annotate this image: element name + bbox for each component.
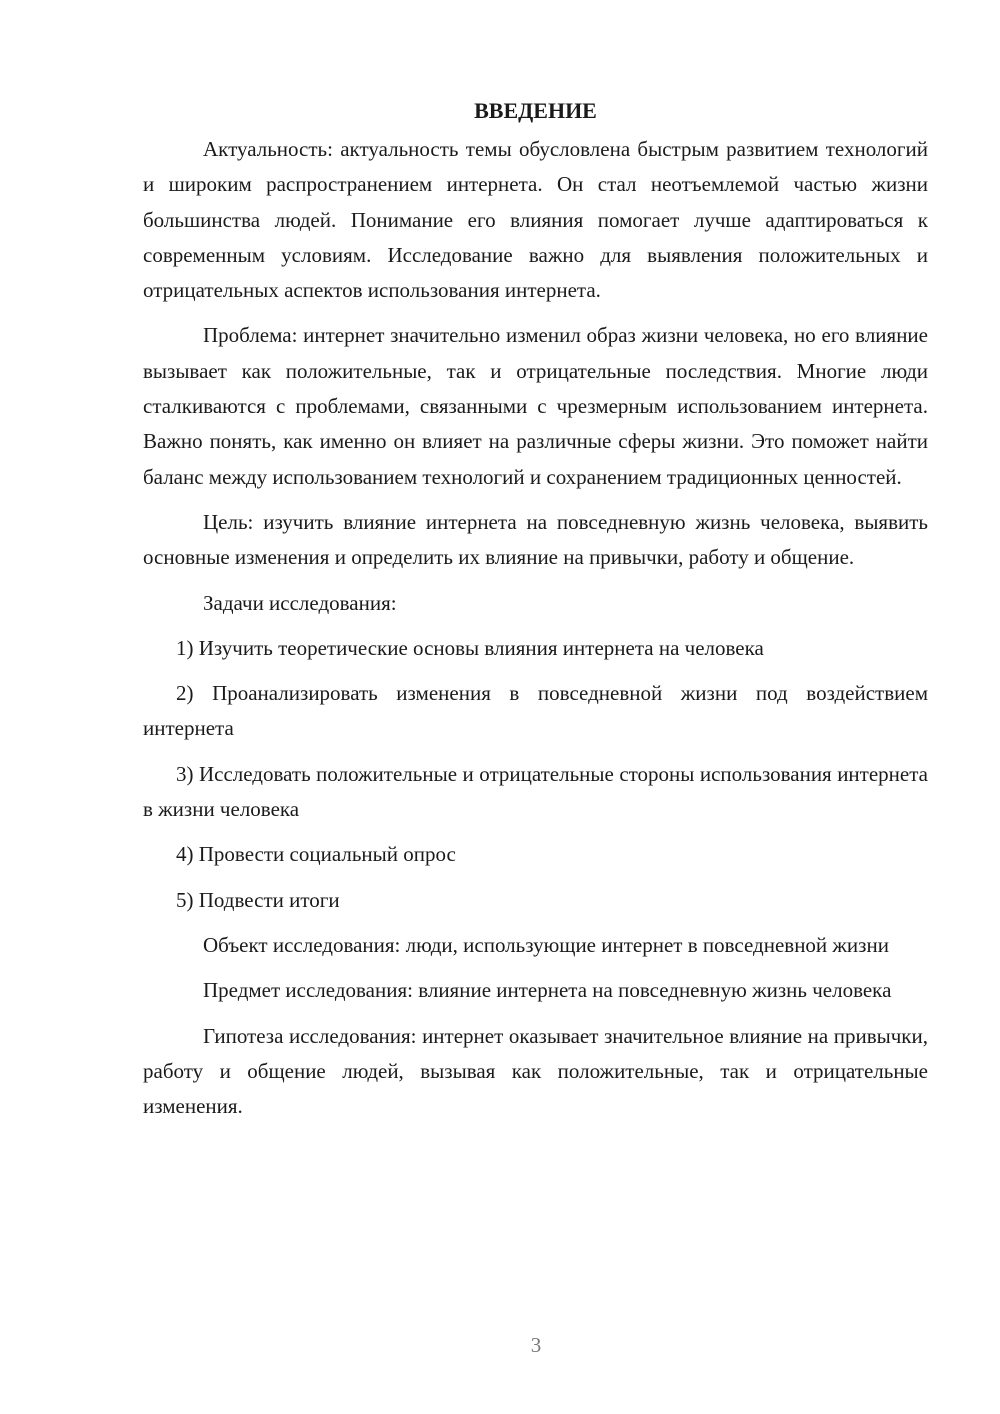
section-heading: ВВЕДЕНИЕ [474, 98, 597, 123]
tasks-title: Задачи исследования: [203, 590, 397, 615]
subject-paragraph: Предмет исследования: влияние интернета на повседневную жизнь человека [203, 978, 892, 1003]
task-item-3: 3) Исследовать положительные и отрицательные стороны использования интернета в жизни человека [143, 761, 928, 822]
task-item-2: 2) Проанализировать изменения в повседневной жизни под воздействием интернета [143, 681, 928, 741]
page-number: 3 [530, 1333, 542, 1357]
task-item-5: 5) Подвести итоги [176, 887, 340, 912]
relevance-paragraph: Актуальность: актуальность темы обусловлена быстрым развитием технологий и широким распространением интернета. Он стал неотъемлемой частью жизни большинства людей. Понимание его влияния помогает лучше адаптироваться к современным условиям. Исследование важно для выявления положительных и отрицательных аспектов использования интернета. [143, 137, 928, 303]
page-content [143, 98, 928, 1134]
hypothesis-paragraph: Гипотеза исследования: интернет оказывает значительное влияние на привычки, работу и общение людей, вызывая как положительные, так и отрицательные изменения. [143, 1023, 928, 1119]
object-paragraph: Объект исследования: люди, использующие интернет в повседневной жизни [203, 932, 889, 957]
problem-paragraph: Проблема: интернет значительно изменил образ жизни человека, но его влияние вызывает как положительные, так и отрицательные последствия. Многие люди сталкиваются с проблемами, связанными с чрезмерным использованием интернета. Важно понять, как именно он влияет на различные сферы жизни. Это поможет найти баланс между использованием технологий и сохранением традиционных ценностей. [143, 323, 928, 489]
goal-paragraph: Цель: изучить влияние интернета на повседневную жизнь человека, выявить основные изменения и определить их влияние на привычки, работу и общение. [143, 509, 928, 570]
task-item-1: 1) Изучить теоретические основы влияния интернета на человека [176, 635, 764, 660]
task-item-4: 4) Провести социальный опрос [176, 842, 456, 867]
